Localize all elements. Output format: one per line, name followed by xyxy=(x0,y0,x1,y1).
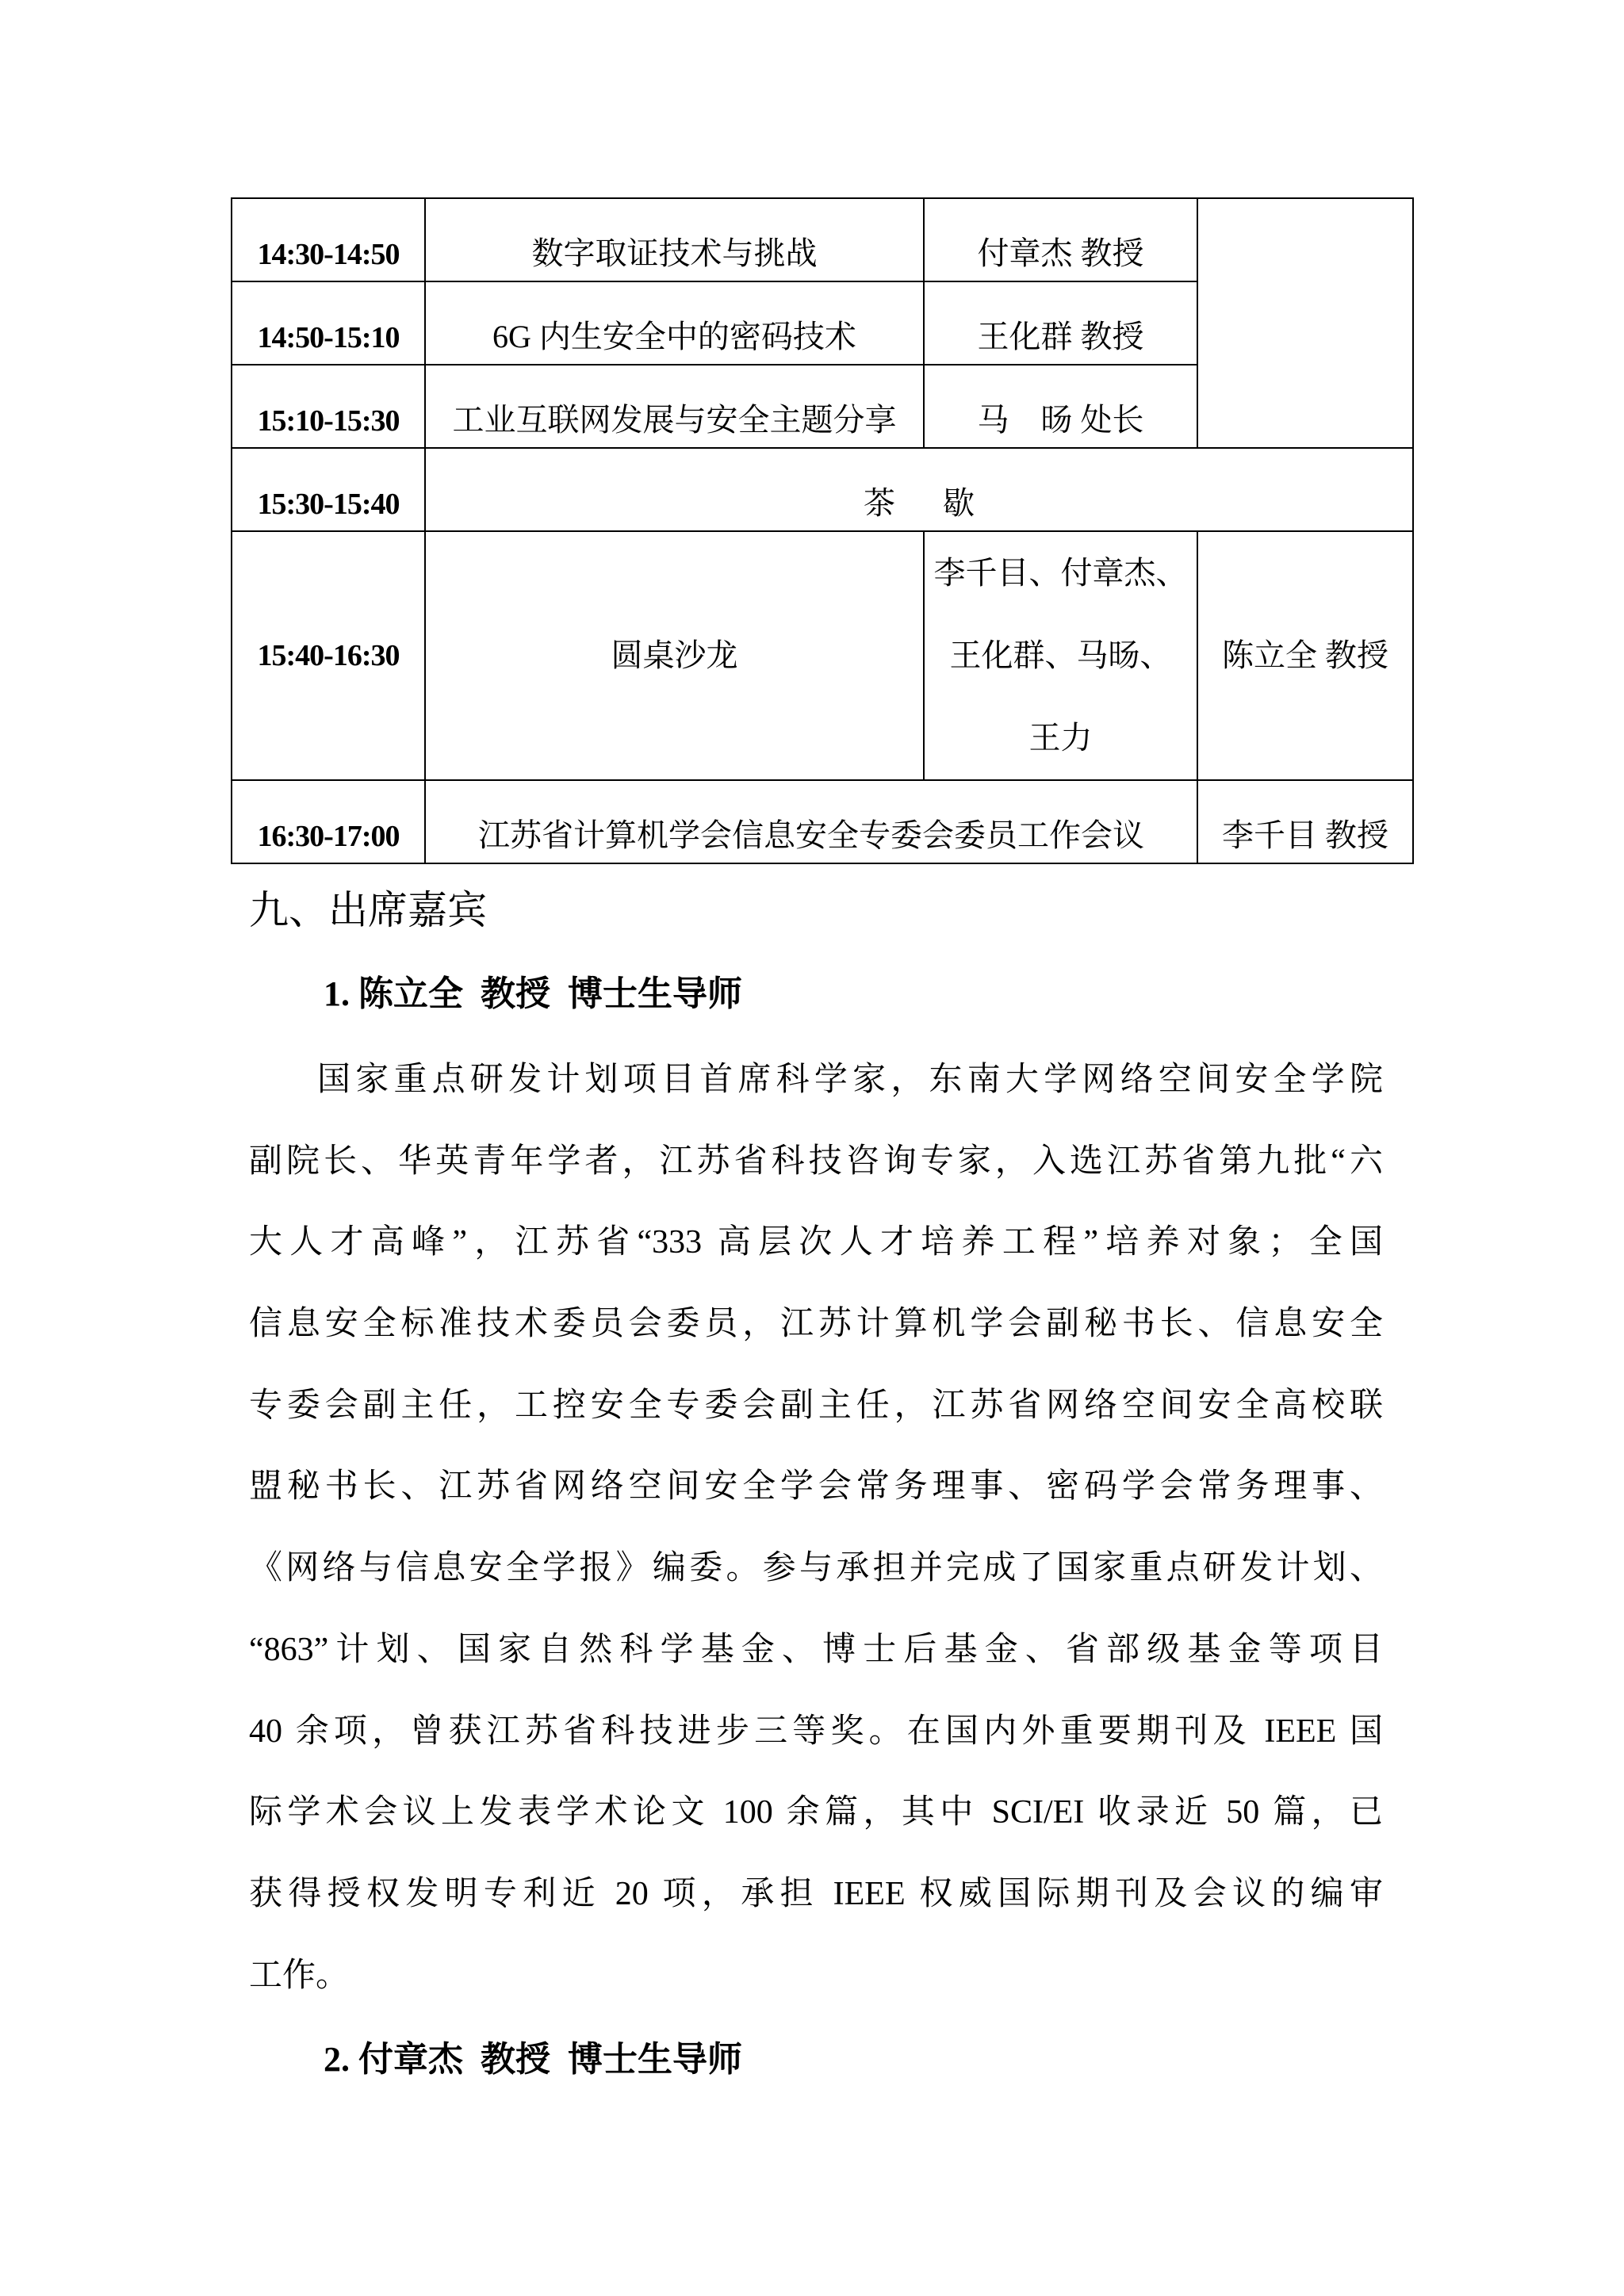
agenda-host-empty xyxy=(1197,198,1413,448)
section-title: 九、出席嘉宾 xyxy=(249,888,487,932)
agenda-time: 15:10-15:30 xyxy=(232,365,425,448)
guest-name-title: 付章杰 教授 博士生导师 xyxy=(358,2040,742,2079)
guest-number: 2. xyxy=(324,2040,350,2079)
tea-break-label: 茶歇 xyxy=(864,485,1022,521)
bio-line: 获得授权发明专利近 20 项，承担 IEEE 权威国际期刊及会议的编审 xyxy=(249,1875,1383,1912)
agenda-topic: 6G 内生安全中的密码技术 xyxy=(425,281,924,365)
bio-line: 工作。 xyxy=(249,1957,350,1994)
speaker-line: 王力 xyxy=(1028,720,1093,756)
agenda-table xyxy=(231,197,1414,864)
bio-line: 盟秘书长、江苏省网络空间安全学会常务理事、密码学会常务理事、 xyxy=(249,1468,1383,1506)
guest-heading xyxy=(324,2039,742,2080)
agenda-break-cell xyxy=(425,448,1413,531)
guest-bio xyxy=(249,1039,1383,2016)
agenda-speakers xyxy=(924,531,1197,780)
bio-line: 大人才高峰”，江苏省“333 高层次人才培养工程”培养对象；全国 xyxy=(249,1224,1383,1261)
agenda-speaker: 马 旸 处长 xyxy=(924,365,1197,448)
bio-line: 际学术会议上发表学术论文 100 余篇，其中 SCI/EI 收录近 50 篇，已 xyxy=(249,1794,1383,1831)
agenda-time: 15:40-16:30 xyxy=(232,531,425,780)
agenda-time: 14:50-15:10 xyxy=(232,281,425,365)
guest-heading xyxy=(324,974,742,1015)
guest-name-title: 陈立全 教授 博士生导师 xyxy=(358,974,742,1013)
agenda-row-break xyxy=(232,448,1413,531)
bio-line: 40 余项，曾获江苏省科技进步三等奖。在国内外重要期刊及 IEEE 国 xyxy=(249,1712,1383,1750)
agenda-time: 16:30-17:00 xyxy=(232,780,425,863)
agenda-topic: 工业互联网发展与安全主题分享 xyxy=(425,365,924,448)
agenda-row xyxy=(232,780,1413,863)
bio-line: 信息安全标准技术委员会委员，江苏计算机学会副秘书长、信息安全 xyxy=(249,1306,1383,1343)
bio-line: 国家重点研发计划项目首席科学家，东南大学网络空间安全学院 xyxy=(317,1062,1383,1098)
bio-line: 副院长、华英青年学者，江苏省科技咨询专家，入选江苏省第九批“六 xyxy=(249,1142,1383,1180)
bio-line: 《网络与信息安全学报》编委。参与承担并完成了国家重点研发计划、 xyxy=(249,1550,1383,1587)
agenda-speaker: 付章杰 教授 xyxy=(924,198,1197,281)
agenda-row-roundtable xyxy=(232,531,1413,780)
agenda-time: 14:30-14:50 xyxy=(232,198,425,281)
agenda-time: 15:30-15:40 xyxy=(232,448,425,531)
agenda-topic: 江苏省计算机学会信息安全专委会委员工作会议 xyxy=(425,780,1197,863)
speaker-line: 李千目、付章杰、 xyxy=(933,555,1188,591)
bio-line: “863”计划、国家自然科学基金、博士后基金、省部级基金等项目 xyxy=(249,1631,1383,1668)
agenda-speaker: 王化群 教授 xyxy=(924,281,1197,365)
agenda-row xyxy=(232,198,1413,281)
agenda-topic: 圆桌沙龙 xyxy=(425,531,924,780)
speaker-line: 王化群、马旸、 xyxy=(949,637,1172,673)
guest-number: 1. xyxy=(324,974,350,1013)
agenda-host: 李千目 教授 xyxy=(1197,780,1413,863)
bio-line: 专委会副主任，工控安全专委会副主任，江苏省网络空间安全高校联 xyxy=(249,1387,1383,1424)
agenda-topic: 数字取证技术与挑战 xyxy=(425,198,924,281)
agenda-host: 陈立全 教授 xyxy=(1197,531,1413,780)
